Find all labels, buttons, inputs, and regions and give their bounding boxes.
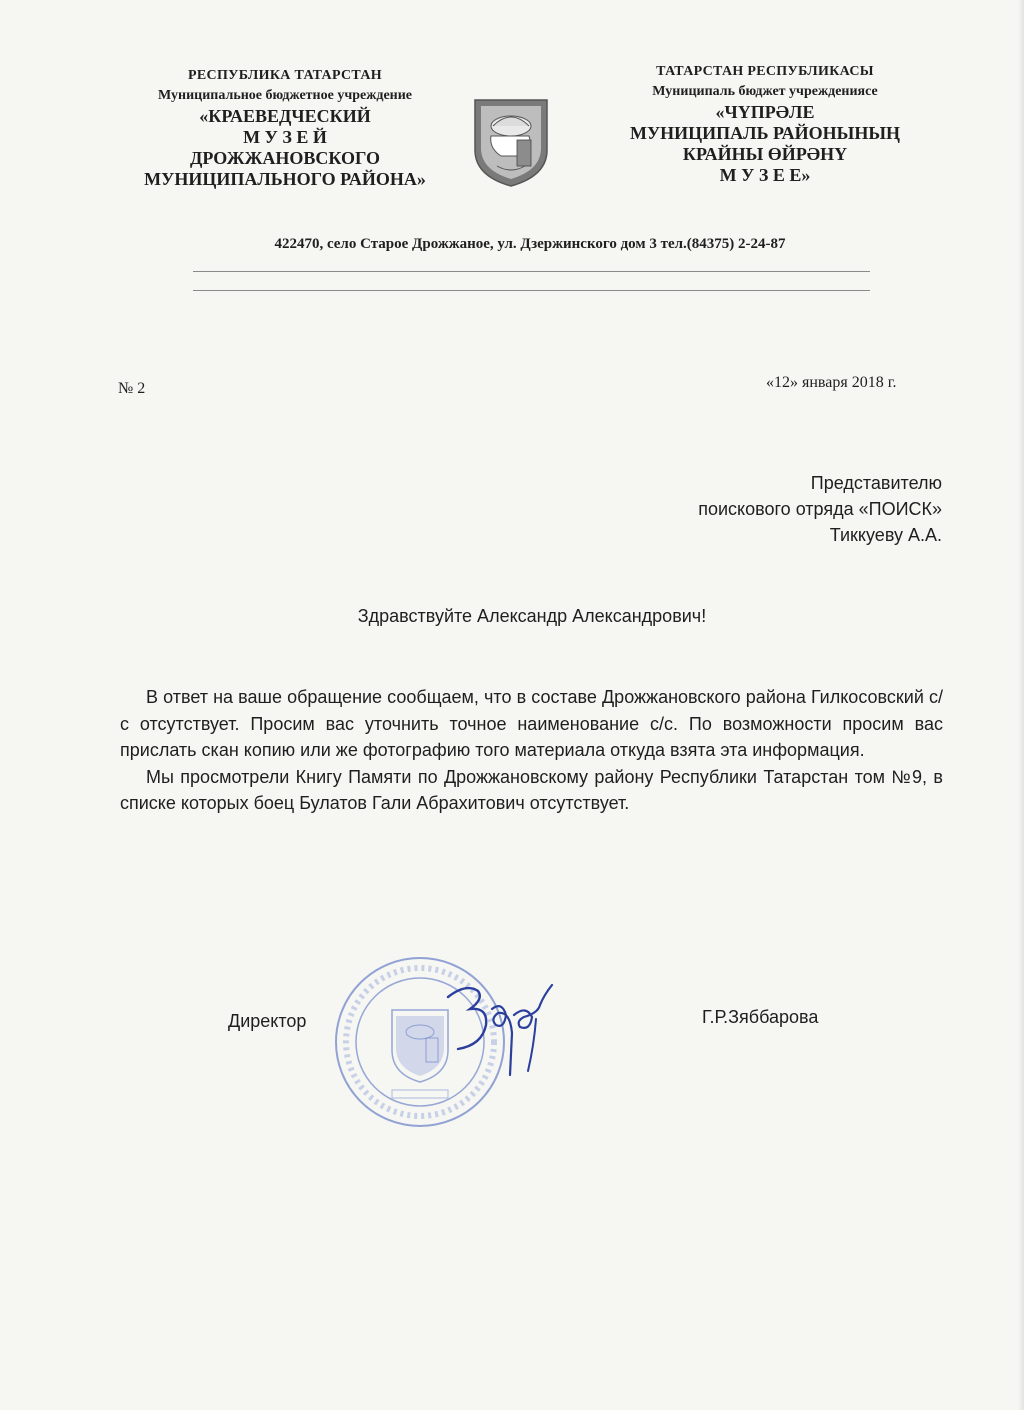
addressee-line-2: поискового отряда «ПОИСК»	[698, 499, 942, 519]
letterhead-left-org-type: Муниципальное бюджетное учреждение	[157, 88, 413, 103]
letterhead-divider-bottom	[193, 290, 870, 291]
document-date: «12» января 2018 г.	[766, 374, 897, 391]
letterhead-right-name-4: М У З Е Е»	[719, 165, 811, 185]
addressee-line-1: Представителю	[810, 473, 942, 493]
letterhead-left-name-4: МУНИЦИПАЛЬНОГО РАЙОНА»	[144, 169, 426, 189]
letter-body	[120, 684, 943, 817]
letterhead-address: 422470, село Старое Дрожжаное, ул. Дзержинского дом 3 тел.(84375) 2-24-87	[274, 236, 786, 252]
addressee-block	[698, 470, 942, 548]
addressee-line-3: Тиккуеву А.А.	[829, 525, 942, 545]
letterhead-right-name-3: КРАЙНЫ ӨЙРӘНҮ	[682, 144, 848, 164]
handwritten-signature-icon	[440, 975, 560, 1085]
letterhead-right	[600, 62, 930, 186]
document-number: № 2	[118, 380, 146, 397]
greeting: Здравствуйте Александр Александрович!	[357, 606, 707, 626]
letterhead-right-country: ТАТАРСТАН РЕСПУБЛИКАСЫ	[656, 64, 874, 79]
signatory-title: Директор	[228, 1011, 307, 1031]
letterhead-right-org-type: Муниципаль бюджет учреждениясе	[652, 84, 878, 99]
letterhead-right-name-2: МУНИЦИПАЛЬ РАЙОНЫНЫҢ	[629, 123, 901, 143]
letterhead-left-name-3: ДРОЖЖАНОВСКОГО	[189, 148, 381, 168]
signatory-name: Г.Р.Зяббарова	[702, 1007, 819, 1027]
letterhead-left	[110, 66, 460, 190]
letterhead-left-name-2: М У З Е Й	[243, 127, 327, 147]
body-paragraph-2: Мы просмотрели Книгу Памяти по Дрожжановскому району Республики Татарстан том №9, в списке которых боец Булатов Гали Абрахитович отсутствует.	[120, 766, 943, 813]
letterhead-left-name-1: «КРАЕВЕДЧЕСКИЙ	[199, 106, 371, 126]
district-emblem-icon	[471, 96, 551, 188]
letterhead-divider-top	[193, 271, 870, 272]
letterhead-left-country: РЕСПУБЛИКА ТАТАРСТАН	[188, 68, 382, 83]
scan-shadow-edge	[1018, 0, 1024, 1410]
letterhead-right-name-1: «ЧҮПРӘЛЕ	[715, 102, 815, 122]
body-paragraph-1: В ответ на ваше обращение сообщаем, что в составе Дрожжановского района Гилкосовский с/с отсутствует. Просим вас уточнить точное наименование с/с. По возможности просим вас прислать скан копию или же фотографию того материала откуда взята эта информация.	[120, 687, 943, 760]
